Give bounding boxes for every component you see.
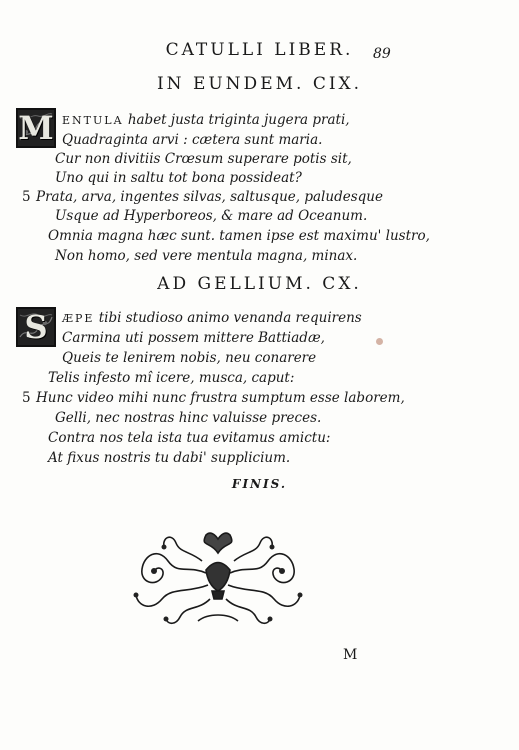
poem2-line-7: Contra nos tela ista tua evitamus amictu:	[48, 430, 331, 446]
poem1-line-4: Uno qui in saltu tot bona possideat?	[55, 170, 302, 186]
poem1-line-5: Prata, arva, ingentes silvas, saltusque, paludesque	[36, 189, 383, 205]
poem1-first-word: ENTULA	[62, 114, 124, 127]
poem1-line-1-text: habet justa triginta jugera prati,	[127, 112, 350, 128]
poem-heading-cix: IN EUNDEM. CIX.	[156, 74, 363, 94]
poem1-line-3: Cur non divitiis Crœsum superare potis sit,	[55, 151, 352, 167]
poem1-line-6: Usque ad Hyperboreos, & mare ad Oceanum.	[55, 208, 368, 224]
poem-heading-cx: AD GELLIUM. CX.	[157, 274, 362, 294]
poem2-line-6: Gelli, nec nostras hinc valuisse preces.	[55, 410, 322, 426]
dropcap-letter: S	[24, 308, 48, 346]
finis-mark: FINIS.	[231, 477, 288, 491]
poem2-line-1-text: tibi studioso animo venanda requirens	[98, 310, 362, 326]
signature-mark: M	[343, 647, 358, 663]
poem2-line-8: At fixus nostris tu dabi' supplicium.	[48, 450, 291, 466]
poem1-line-1	[62, 112, 350, 128]
dropcap-s	[16, 307, 56, 347]
poem2-line-4: Telis infesto mî icere, musca, caput:	[48, 370, 295, 386]
poem2-line-5: Hunc video mihi nunc frustra sumptum esse laborem,	[36, 390, 405, 406]
dropcap-letter: M	[18, 109, 54, 147]
poem2-line-1	[62, 310, 362, 326]
paper-stain	[376, 338, 383, 345]
poem2-line-3: Queis te lenirem nobis, neu conarere	[62, 350, 317, 366]
poem2-first-word: ÆPE	[62, 312, 95, 325]
page-number: 89	[373, 46, 391, 62]
tailpiece-ornament-icon	[128, 525, 308, 630]
poem1-line-2: Quadraginta arvi : cætera sunt maria.	[62, 132, 323, 148]
running-head: CATULLI LIBER.	[165, 40, 354, 60]
poem2-verse-number: 5	[22, 390, 31, 406]
poem2-line-2: Carmina uti possem mittere Battiadæ,	[62, 330, 325, 346]
dropcap-m	[16, 108, 56, 148]
poem1-verse-number: 5	[22, 189, 31, 205]
poem1-line-7: Omnia magna hæc sunt. tamen ipse est maximu' lustro,	[48, 228, 430, 244]
poem1-line-8: Non homo, sed vere mentula magna, minax.	[55, 248, 358, 264]
